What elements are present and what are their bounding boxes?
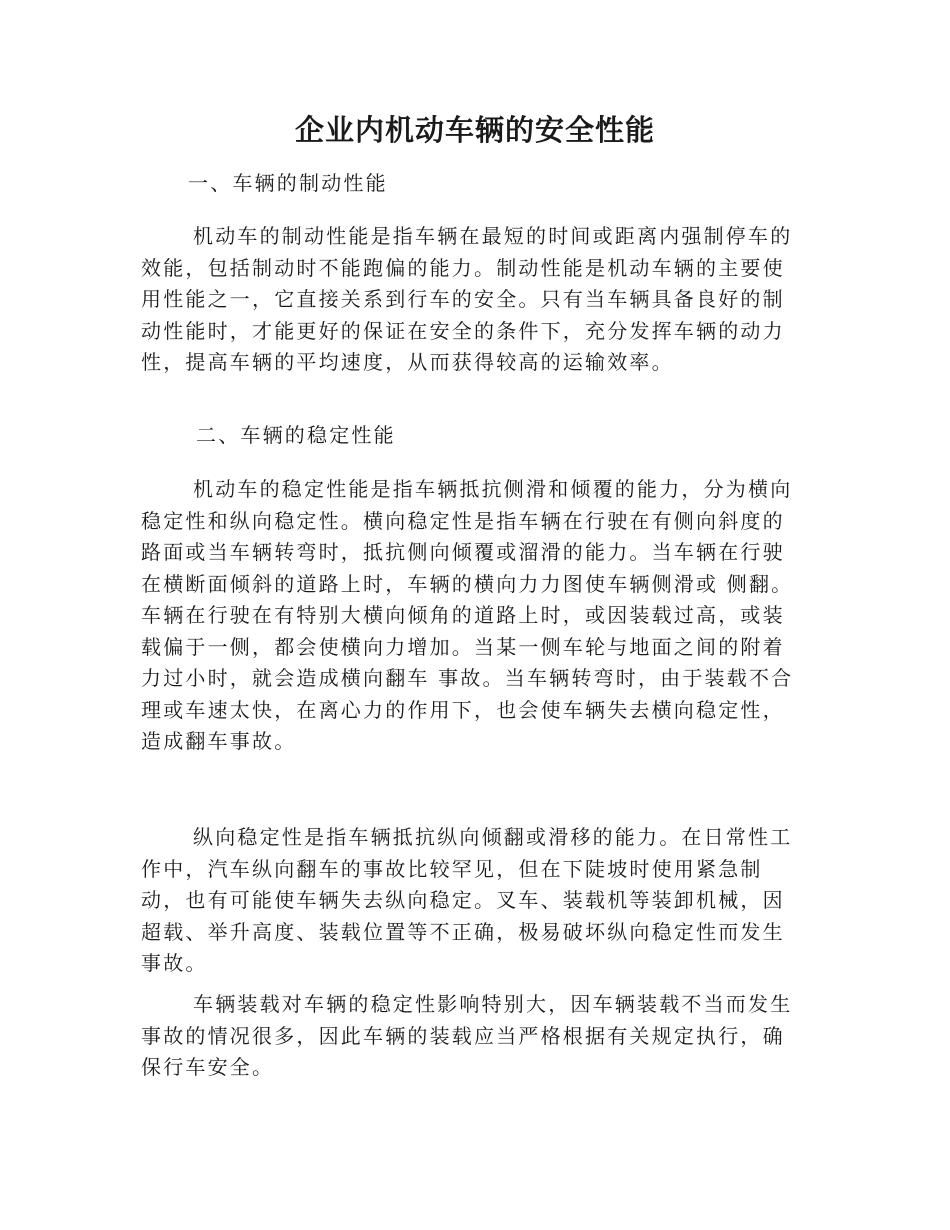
paragraph-longitudinal-stability: 纵向稳定性是指车辆抵抗纵向倾翻或滑移的能力。在日常性工作中，汽车纵向翻车的事故比较罕见，但在下陡坡时使用紧急制动，也有可能使车辆失去纵向稳定。叉车、装载机等装卸机械，因超载、举升高度、装载位置等不正确，极易破坏纵向稳定性而发生事故。 [141, 825, 793, 975]
paragraph-braking: 机动车的制动性能是指车辆在最短的时间或距离内强制停车的效能，包括制动时不能跑偏的能力。制动性能是机动车辆的主要使用性能之一，它直接关系到行车的安全。只有当车辆具备良好的制动性能时，才能更好的保证在安全的条件下，充分发挥车辆的动力性，提高车辆的平均速度，从而获得较高的运输效率。 [141, 224, 793, 374]
paragraph-lateral-stability: 机动车的稳定性能是指车辆抵抗侧滑和倾覆的能力，分为横向稳定性和纵向稳定性。横向稳定性是指车辆在行驶在有侧向斜度的路面或当车辆转弯时，抵抗侧向倾覆或溜滑的能力。当车辆在行驶在横断面倾斜的道路上时，车辆的横向力力图使车辆侧滑或 侧翻。车辆在行驶在有特别大横向倾角的道路上时，或因装载过高，或装载偏于一侧，都会使横向力增加。当某一侧车轮与地面之间的附着力过小时，就会造成横向翻车 事故。当车辆转弯时，由于装载不合理或车速太快，在离心力的作用下，也会使车辆失去横向稳定性，造成翻车事故。 [141, 477, 794, 753]
section-heading-stability: 二、车辆的稳定性能 [196, 423, 396, 447]
section-heading-braking: 一、车辆的制动性能 [188, 171, 388, 195]
paragraph-loading: 车辆装载对车辆的稳定性影响特别大，因车辆装载不当而发生事故的情况很多，因此车辆的装载应当严格根据有关规定执行，确保行车安全。 [141, 992, 793, 1079]
document-title: 企业内机动车辆的安全性能 [294, 113, 655, 147]
